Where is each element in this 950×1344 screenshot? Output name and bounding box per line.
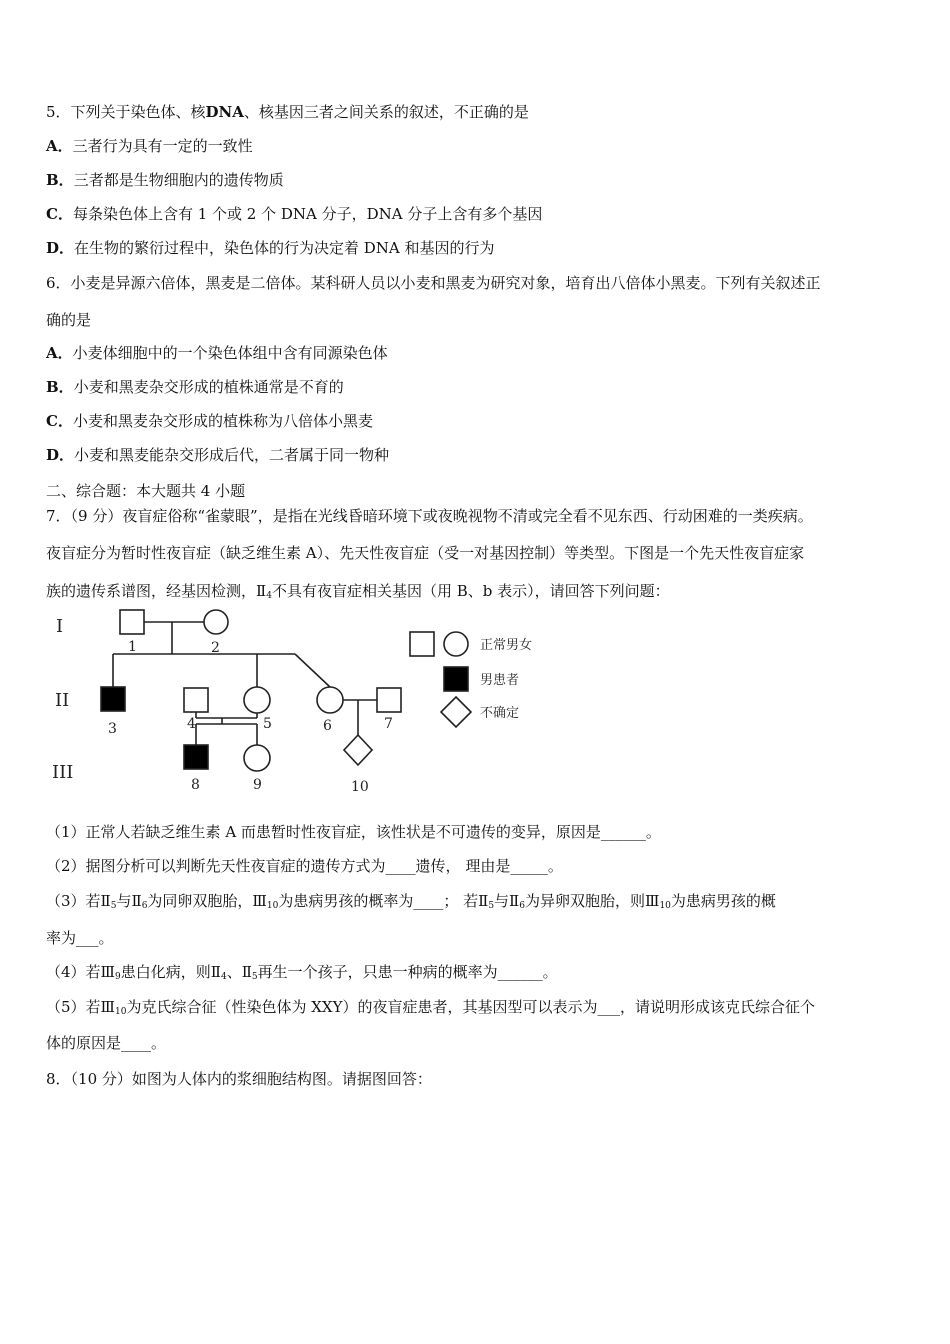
q7-sub3-line1: （3）若$Ⅱ_5$与$Ⅱ_6$为同卵双胞胎，$Ⅲ_{10}$为患病男孩的概率为____； 若$Ⅱ_5$与$Ⅱ_6$为异卵双胞胎，则$Ⅲ_{10}$为患病男孩的概 [46, 892, 776, 911]
id-label-6: 6 [323, 718, 332, 734]
q6-stem-line2: 确的是 [46, 311, 92, 329]
id-label-5: 5 [263, 716, 272, 732]
pedigree-chart [46, 604, 566, 804]
q7-sub4: （4）若$Ⅲ_9$患白化病，则$Ⅱ_4$、$Ⅱ_5$再生一个孩子，只患一种病的概率为______。 [46, 963, 558, 982]
section-title: 二、综合题：本大题共 4 小题 [46, 482, 246, 500]
q6-option-d: D．小麦和黑麦能杂交形成后代，二者属于同一物种 [46, 446, 390, 464]
id-label-2: 2 [211, 640, 220, 656]
q5-option-c: C．每条染色体上含有 1 个或 2 个 DNA 分子，DNA 分子上含有多个基因 [46, 205, 543, 223]
q6-option-c: C．小麦和黑麦杂交形成的植株称为八倍体小黑麦 [46, 412, 373, 430]
q7-stem-line1: 7．（9 分）夜盲症俗称“雀蒙眼”，是指在光线昏暗环境下或夜晚视物不清或完全看不见东西、行动困难的一类疾病。 [46, 507, 813, 525]
individual-III9-female-normal [244, 745, 270, 771]
q7-sub1: （1）正常人若缺乏维生素 A 而患暂时性夜盲症，该性状是不可遗传的变异，原因是______。 [46, 823, 661, 841]
legend-affected-male [444, 667, 468, 691]
id-label-1: 1 [128, 639, 137, 655]
q7-sub2: （2）据图分析可以判断先天性夜盲症的遗传方式为____遗传， 理由是_____。 [46, 857, 563, 875]
legend-normal-label: 正常男女 [480, 638, 533, 653]
q6-option-a: A．小麦体细胞中的一个染色体组中含有同源染色体 [46, 344, 388, 362]
q5-option-a: A．三者行为具有一定的一致性 [46, 137, 253, 155]
gen-label-I: I [56, 616, 64, 637]
q7-sub5-line1: （5）若$Ⅲ_{10}$为克氏综合征（性染色体为 XXY）的夜盲症患者，其基因型可以表示为___，请说明形成该克氏综合征个 [46, 998, 816, 1017]
q5-option-d: D．在生物的繁衍过程中，染色体的行为决定着 DNA 和基因的行为 [46, 239, 495, 257]
id-label-7: 7 [384, 716, 393, 732]
id-label-9: 9 [253, 777, 262, 793]
legend-uncertain [441, 697, 471, 727]
q5-option-b: B．三者都是生物细胞内的遗传物质 [46, 171, 284, 189]
q7-sub5-line2: 体的原因是____。 [46, 1034, 167, 1052]
q7-stem-line3: 族的遗传系谱图，经基因检测，$Ⅱ_4$不具有夜盲症相关基因（用 B、b 表示），请回答下列问题： [46, 582, 670, 601]
legend-uncertain-label: 不确定 [480, 706, 520, 721]
id-label-8: 8 [191, 777, 200, 793]
q7-sub3-line2: 率为___。 [46, 929, 114, 947]
q7-stem-line2: 夜盲症分为暂时性夜盲症（缺乏维生素 A）、先天性夜盲症（受一对基因控制）等类型。下图是一个先天性夜盲症家 [46, 544, 805, 562]
q5-stem: 5．下列关于染色体、核DNA、核基因三者之间关系的叙述，不正确的是 [46, 103, 529, 121]
id-label-10: 10 [351, 779, 369, 795]
legend-normal-female [444, 632, 468, 656]
individual-III10-uncertain [344, 735, 372, 765]
gen-label-II: II [55, 690, 70, 711]
individual-II6-female-normal [317, 687, 343, 713]
id-label-4: 4 [187, 716, 196, 732]
gen-label-III: III [52, 762, 74, 783]
individual-II4-male-normal [184, 688, 208, 712]
pedigree-svg [46, 604, 566, 804]
individual-I2-female-normal [204, 610, 228, 634]
individual-II5-female-normal [244, 687, 270, 713]
individual-I1-male-normal [120, 610, 144, 634]
legend-normal-male [410, 632, 434, 656]
q6-option-b: B．小麦和黑麦杂交形成的植株通常是不育的 [46, 378, 344, 396]
individual-III8-male-affected [184, 745, 208, 769]
q8-stem: 8．（10 分）如图为人体内的浆细胞结构图。请据图回答： [46, 1070, 432, 1088]
id-label-3: 3 [108, 721, 117, 737]
legend-patient-label: 男患者 [480, 673, 520, 688]
individual-II3-male-affected [101, 687, 125, 711]
individual-II7-male-normal [377, 688, 401, 712]
q6-stem-line1: 6．小麦是异源六倍体，黑麦是二倍体。某科研人员以小麦和黑麦为研究对象，培育出八倍体小黑麦。下列有关叙述正 [46, 274, 821, 292]
